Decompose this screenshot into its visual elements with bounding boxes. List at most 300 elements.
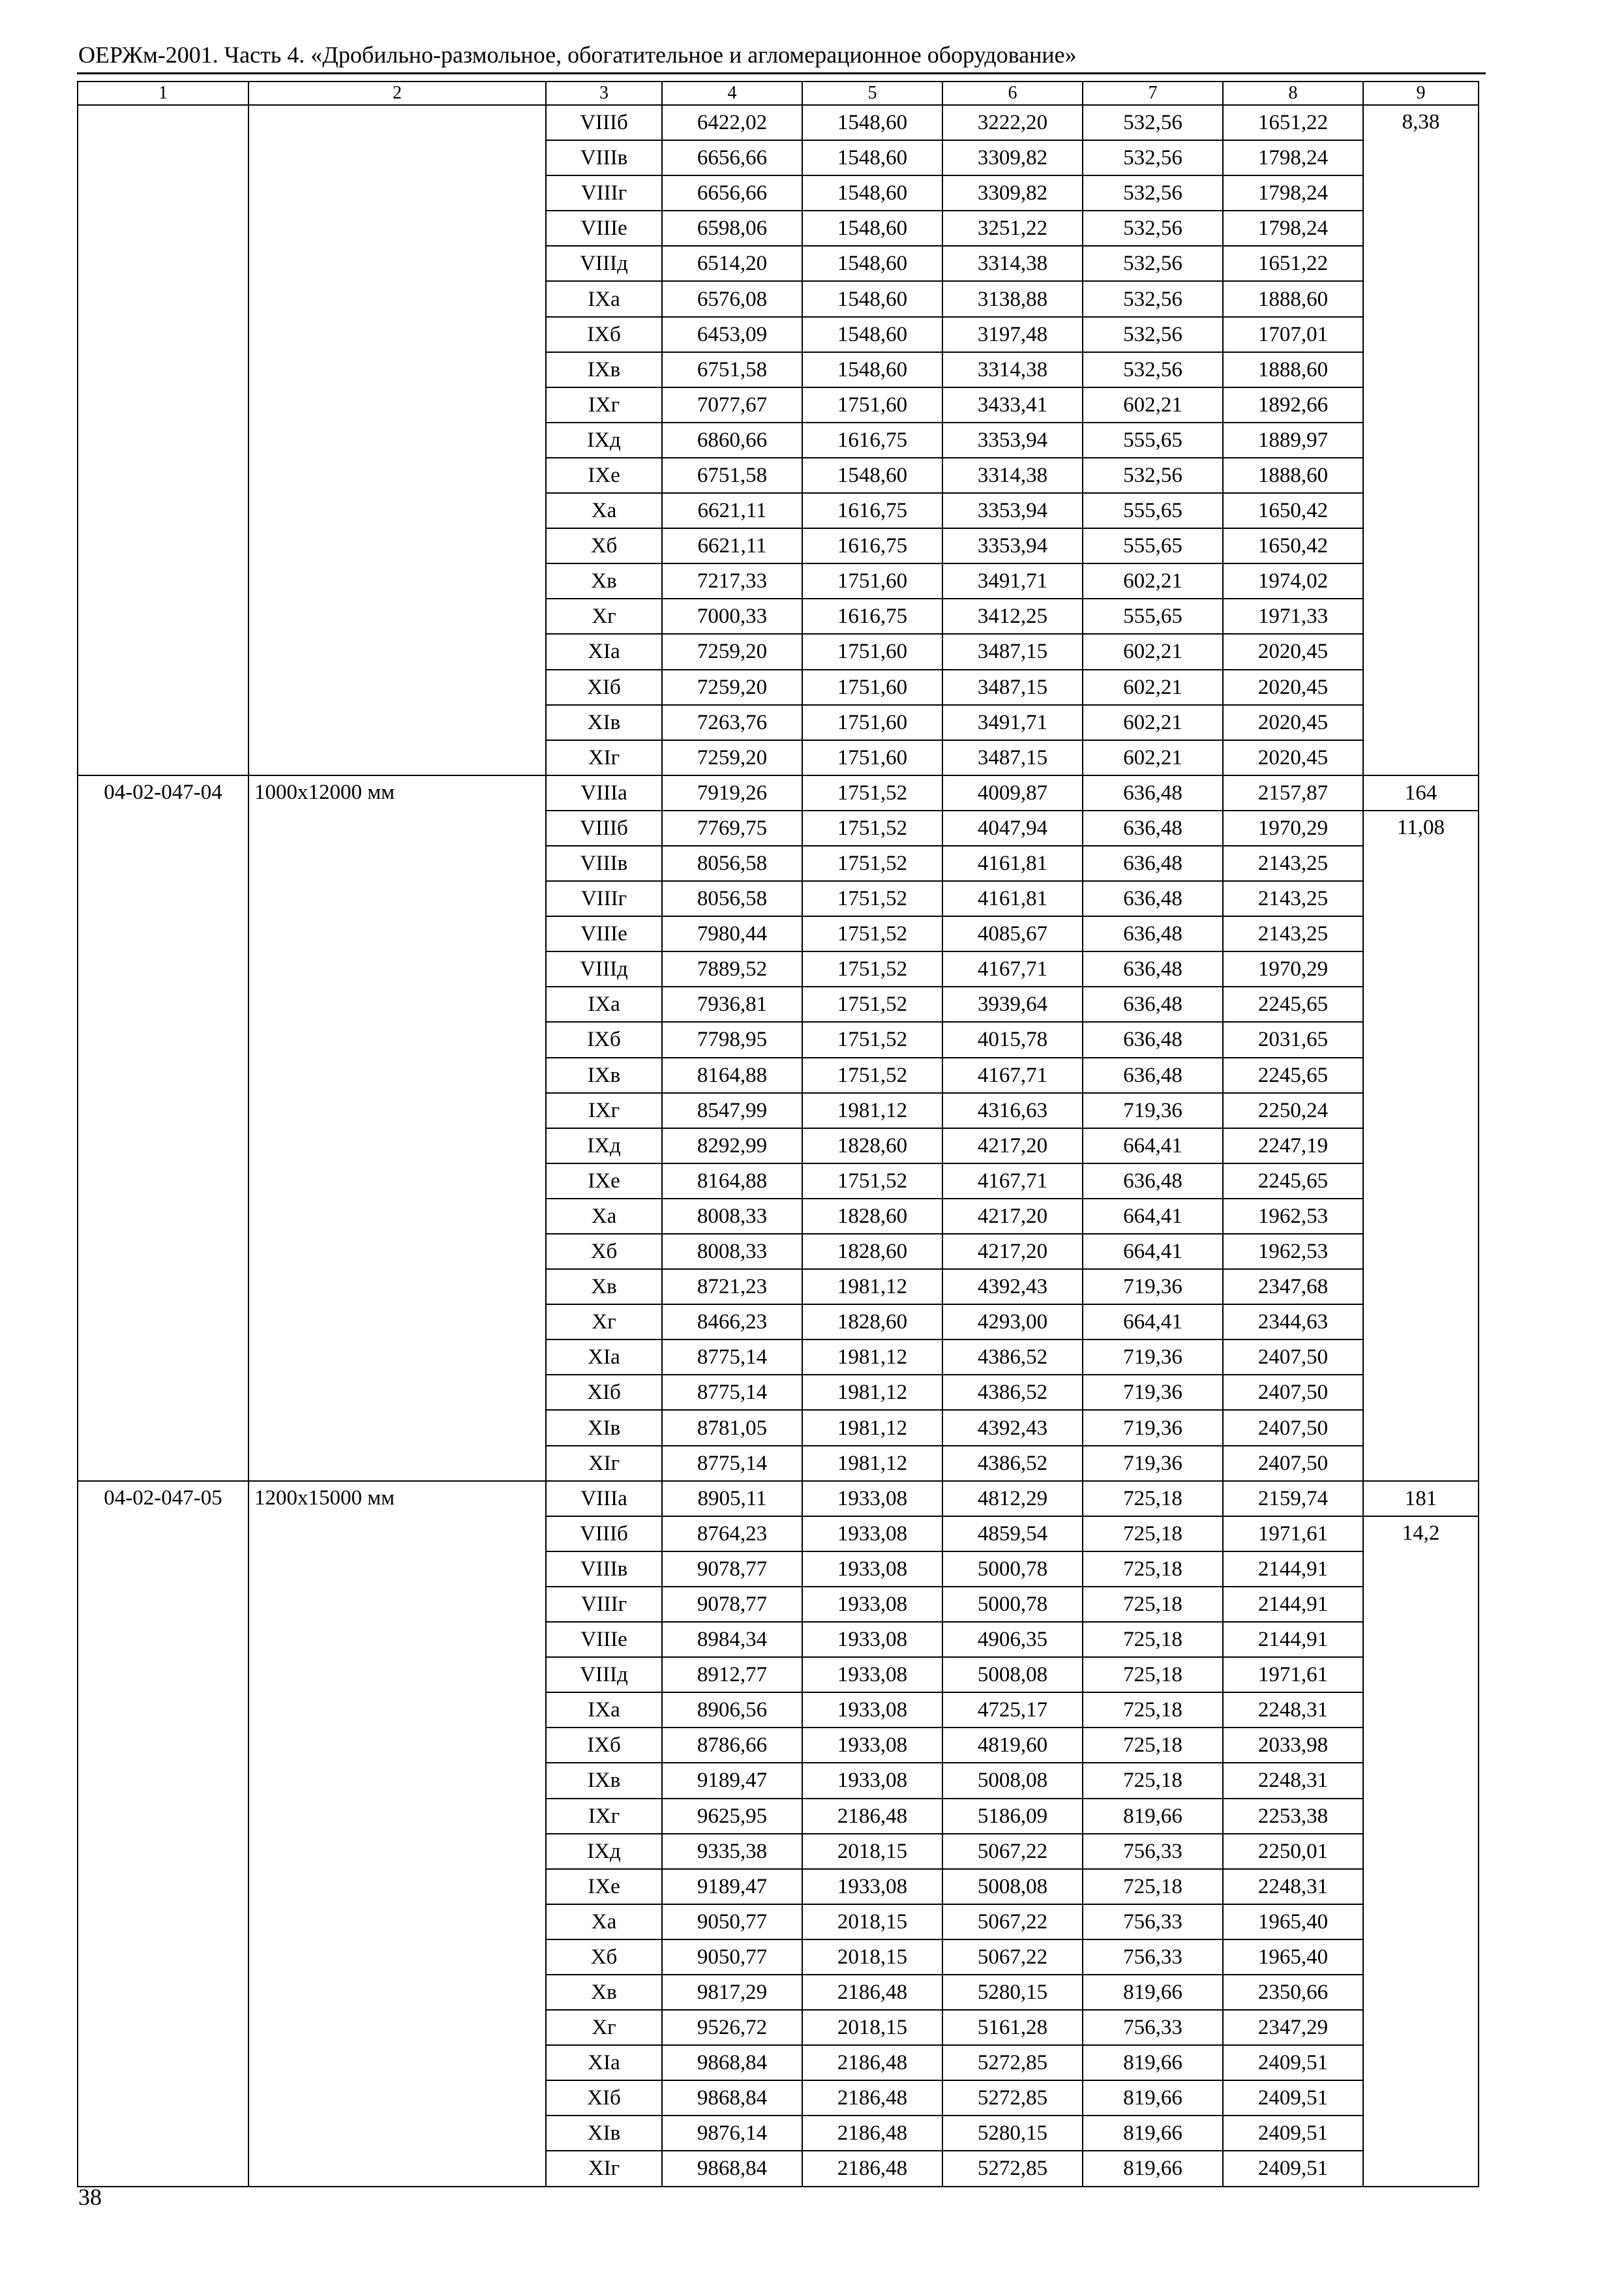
zone-code: VIIIе	[546, 211, 662, 246]
rate-value: 9876,14	[662, 2116, 802, 2151]
rate-value: 1548,60	[802, 352, 942, 387]
rate-value: 636,48	[1083, 987, 1223, 1022]
rate-value: 819,66	[1083, 2116, 1223, 2151]
rate-value: 2159,74	[1223, 1481, 1363, 1516]
rate-value: 664,41	[1083, 1234, 1223, 1269]
rate-value: 1892,66	[1223, 387, 1363, 423]
extra-value: 181	[1363, 1481, 1479, 1516]
rate-value: 8466,23	[662, 1304, 802, 1339]
zone-code: Xг	[546, 1304, 662, 1339]
rate-value: 7980,44	[662, 916, 802, 951]
rate-value: 4217,20	[942, 1234, 1083, 1269]
table-row	[78, 775, 1479, 811]
zone-code: Xб	[546, 1939, 662, 1975]
rate-value: 2248,31	[1223, 1869, 1363, 1904]
rate-value: 4217,20	[942, 1128, 1083, 1163]
zone-code: Xб	[546, 528, 662, 563]
header-rule	[77, 72, 1486, 74]
rate-value: 1889,97	[1223, 423, 1363, 458]
rate-value: 555,65	[1083, 493, 1223, 528]
rate-value: 636,48	[1083, 881, 1223, 916]
rate-value: 7000,33	[662, 599, 802, 634]
rate-value: 5272,85	[942, 2151, 1083, 2186]
rate-value: 1751,52	[802, 1022, 942, 1057]
rate-value: 1828,60	[802, 1304, 942, 1339]
rate-value: 3487,15	[942, 670, 1083, 705]
rate-value: 2031,65	[1223, 1022, 1363, 1057]
rate-value: 2245,65	[1223, 1163, 1363, 1199]
rate-value: 8008,33	[662, 1199, 802, 1234]
rate-value: 1650,42	[1223, 528, 1363, 563]
rate-value: 1888,60	[1223, 281, 1363, 316]
rate-value: 1651,22	[1223, 105, 1363, 140]
zone-code: VIIIа	[546, 775, 662, 811]
rate-value: 602,21	[1083, 705, 1223, 740]
zone-code: IXе	[546, 458, 662, 493]
rate-value: 756,33	[1083, 1939, 1223, 1975]
rate-value: 9050,77	[662, 1939, 802, 1975]
equipment-name: 1200х15000 мм	[248, 1481, 546, 2187]
rate-value: 4047,94	[942, 811, 1083, 846]
rate-value: 719,36	[1083, 1269, 1223, 1304]
rate-value: 7259,20	[662, 740, 802, 775]
rates-table	[77, 81, 1479, 2187]
rate-value: 6514,20	[662, 246, 802, 281]
rate-value: 6751,58	[662, 458, 802, 493]
rate-value: 602,21	[1083, 740, 1223, 775]
zone-code: XIа	[546, 1339, 662, 1375]
rate-value: 8984,34	[662, 1622, 802, 1657]
zone-code: XIа	[546, 2045, 662, 2080]
zone-code: XIг	[546, 1446, 662, 1481]
rate-value: 636,48	[1083, 775, 1223, 811]
rate-value: 1981,12	[802, 1375, 942, 1410]
rate-value: 1970,29	[1223, 811, 1363, 846]
rate-value: 3433,41	[942, 387, 1083, 423]
rate-value: 4392,43	[942, 1410, 1083, 1445]
rate-value: 3412,25	[942, 599, 1083, 634]
table-row	[78, 105, 1479, 140]
rate-value: 4085,67	[942, 916, 1083, 951]
column-number: 6	[942, 82, 1083, 105]
rate-value: 719,36	[1083, 1410, 1223, 1445]
zone-code: IXв	[546, 1763, 662, 1798]
rate-value: 2186,48	[802, 2080, 942, 2116]
column-number: 5	[802, 82, 942, 105]
rate-value: 1933,08	[802, 1587, 942, 1622]
zone-code: IXа	[546, 281, 662, 316]
column-number: 8	[1223, 82, 1363, 105]
zone-code: VIIIд	[546, 951, 662, 987]
zone-code: Xа	[546, 1199, 662, 1234]
rate-value: 636,48	[1083, 1058, 1223, 1093]
rate-value: 636,48	[1083, 951, 1223, 987]
rate-value: 2407,50	[1223, 1375, 1363, 1410]
rate-value: 555,65	[1083, 423, 1223, 458]
rate-value: 2018,15	[802, 1904, 942, 1939]
rate-value: 725,18	[1083, 1728, 1223, 1763]
rate-value: 1974,02	[1223, 563, 1363, 599]
zone-code: VIIIа	[546, 1481, 662, 1516]
rate-value: 9050,77	[662, 1904, 802, 1939]
rate-value: 5000,78	[942, 1551, 1083, 1587]
rate-value: 8164,88	[662, 1163, 802, 1199]
zone-code: VIIIб	[546, 105, 662, 140]
rate-value: 2186,48	[802, 2045, 942, 2080]
rate-value: 1548,60	[802, 317, 942, 352]
rate-value: 8786,66	[662, 1728, 802, 1763]
rate-value: 2409,51	[1223, 2080, 1363, 2116]
rate-value: 9868,84	[662, 2045, 802, 2080]
rate-value: 1548,60	[802, 458, 942, 493]
table-row	[78, 1481, 1479, 1516]
rate-value: 8008,33	[662, 1234, 802, 1269]
rate-value: 1828,60	[802, 1199, 942, 1234]
rate-value: 532,56	[1083, 281, 1223, 316]
zone-code: XIа	[546, 634, 662, 669]
rate-value: 1981,12	[802, 1410, 942, 1445]
rate-value: 725,18	[1083, 1869, 1223, 1904]
rate-value: 1888,60	[1223, 352, 1363, 387]
rate-value: 532,56	[1083, 352, 1223, 387]
rate-value: 725,18	[1083, 1763, 1223, 1798]
rate-value: 1548,60	[802, 175, 942, 211]
rate-value: 4906,35	[942, 1622, 1083, 1657]
column-number: 4	[662, 82, 802, 105]
rate-value: 6453,09	[662, 317, 802, 352]
rate-value: 719,36	[1083, 1375, 1223, 1410]
rate-value: 1707,01	[1223, 317, 1363, 352]
rate-value: 2018,15	[802, 1939, 942, 1975]
rate-value: 1751,52	[802, 1058, 942, 1093]
rate-value: 819,66	[1083, 1975, 1223, 2010]
rate-value: 1970,29	[1223, 951, 1363, 987]
rate-value: 1798,24	[1223, 211, 1363, 246]
rate-value: 664,41	[1083, 1304, 1223, 1339]
rate-value: 5008,08	[942, 1657, 1083, 1692]
rate-value: 5280,15	[942, 1975, 1083, 2010]
rate-value: 756,33	[1083, 1834, 1223, 1869]
rate-value: 2186,48	[802, 1799, 942, 1834]
zone-code: IXв	[546, 1058, 662, 1093]
rate-value: 2347,68	[1223, 1269, 1363, 1304]
rate-value: 2247,19	[1223, 1128, 1363, 1163]
rate-value: 8164,88	[662, 1058, 802, 1093]
rate-value: 6621,11	[662, 493, 802, 528]
rate-value: 1548,60	[802, 140, 942, 175]
rate-value: 1751,52	[802, 987, 942, 1022]
rates-table-body	[78, 82, 1479, 2187]
column-number: 1	[78, 82, 248, 105]
rate-value: 1751,60	[802, 705, 942, 740]
rate-value: 4386,52	[942, 1446, 1083, 1481]
rate-value: 8547,99	[662, 1093, 802, 1128]
rate-value: 7259,20	[662, 670, 802, 705]
rate-value: 4161,81	[942, 846, 1083, 881]
rate-value: 9868,84	[662, 2151, 802, 2186]
rate-value: 3138,88	[942, 281, 1083, 316]
column-number: 7	[1083, 82, 1223, 105]
rate-value: 725,18	[1083, 1481, 1223, 1516]
zone-code: IXб	[546, 317, 662, 352]
rate-value: 3487,15	[942, 634, 1083, 669]
rate-value: 7936,81	[662, 987, 802, 1022]
rate-value: 2248,31	[1223, 1692, 1363, 1728]
zone-code: XIв	[546, 705, 662, 740]
rate-value: 664,41	[1083, 1199, 1223, 1234]
rate-value: 602,21	[1083, 387, 1223, 423]
resource-code: 04-02-047-04	[78, 775, 248, 1481]
rate-value: 2350,66	[1223, 1975, 1363, 2010]
rate-value: 1616,75	[802, 599, 942, 634]
page-header: ОЕРЖм-2001. Часть 4. «Дробильно-размольное, обогатительное и агломерационное оборудование»	[78, 42, 1077, 68]
rate-value: 3353,94	[942, 423, 1083, 458]
rate-value: 756,33	[1083, 2010, 1223, 2045]
rate-value: 819,66	[1083, 2045, 1223, 2080]
zone-code: IXе	[546, 1869, 662, 1904]
rate-value: 1548,60	[802, 281, 942, 316]
rate-value: 4167,71	[942, 951, 1083, 987]
rate-value: 8781,05	[662, 1410, 802, 1445]
rate-value: 1933,08	[802, 1516, 942, 1551]
rate-value: 1548,60	[802, 246, 942, 281]
rate-value: 1971,33	[1223, 599, 1363, 634]
zone-code: IXг	[546, 1799, 662, 1834]
rate-value: 4167,71	[942, 1163, 1083, 1199]
rate-value: 532,56	[1083, 105, 1223, 140]
rate-value: 1962,53	[1223, 1234, 1363, 1269]
rate-value: 1798,24	[1223, 140, 1363, 175]
rate-value: 1962,53	[1223, 1199, 1363, 1234]
rate-value: 3353,94	[942, 493, 1083, 528]
rate-value: 2157,87	[1223, 775, 1363, 811]
rate-value: 7217,33	[662, 563, 802, 599]
extra-value: 164	[1363, 775, 1479, 811]
extra-value: 14,2	[1363, 1516, 1479, 2187]
zone-code: VIIIд	[546, 246, 662, 281]
zone-code: IXа	[546, 987, 662, 1022]
rate-value: 3314,38	[942, 458, 1083, 493]
rate-value: 1933,08	[802, 1728, 942, 1763]
page-number: 38	[78, 2184, 102, 2210]
rate-value: 4392,43	[942, 1269, 1083, 1304]
zone-code: IXг	[546, 387, 662, 423]
rate-value: 1933,08	[802, 1622, 942, 1657]
rate-value: 2144,91	[1223, 1587, 1363, 1622]
rate-value: 1888,60	[1223, 458, 1363, 493]
rate-value: 3491,71	[942, 563, 1083, 599]
rate-value: 5000,78	[942, 1587, 1083, 1622]
rate-value: 8775,14	[662, 1375, 802, 1410]
rate-value: 9526,72	[662, 2010, 802, 2045]
zone-code: IXд	[546, 423, 662, 458]
rate-value: 7769,75	[662, 811, 802, 846]
rate-value: 5272,85	[942, 2045, 1083, 2080]
zone-code: IXд	[546, 1128, 662, 1163]
rate-value: 1981,12	[802, 1093, 942, 1128]
rate-value: 1751,60	[802, 563, 942, 599]
rate-value: 5008,08	[942, 1869, 1083, 1904]
column-number: 2	[248, 82, 546, 105]
rate-value: 2020,45	[1223, 670, 1363, 705]
rate-value: 636,48	[1083, 1022, 1223, 1057]
rate-value: 8721,23	[662, 1269, 802, 1304]
rate-value: 1751,52	[802, 811, 942, 846]
rate-value: 532,56	[1083, 317, 1223, 352]
rate-value: 1933,08	[802, 1692, 942, 1728]
rate-value: 7263,76	[662, 705, 802, 740]
rate-value: 8775,14	[662, 1339, 802, 1375]
rate-value: 2020,45	[1223, 634, 1363, 669]
rate-value: 3487,15	[942, 740, 1083, 775]
zone-code: VIIIв	[546, 140, 662, 175]
column-number-row	[78, 82, 1479, 105]
zone-code: XIв	[546, 1410, 662, 1445]
rate-value: 9189,47	[662, 1763, 802, 1798]
column-number: 9	[1363, 82, 1479, 105]
rate-value: 1981,12	[802, 1339, 942, 1375]
rate-value: 636,48	[1083, 1163, 1223, 1199]
rate-value: 532,56	[1083, 211, 1223, 246]
rate-value: 5067,22	[942, 1834, 1083, 1869]
rate-value: 4217,20	[942, 1199, 1083, 1234]
rate-value: 555,65	[1083, 599, 1223, 634]
rate-value: 6576,08	[662, 281, 802, 316]
rate-value: 602,21	[1083, 634, 1223, 669]
rate-value: 3309,82	[942, 140, 1083, 175]
rate-value: 2253,38	[1223, 1799, 1363, 1834]
rate-value: 3222,20	[942, 105, 1083, 140]
rate-value: 2409,51	[1223, 2151, 1363, 2186]
rate-value: 2407,50	[1223, 1446, 1363, 1481]
rate-value: 5067,22	[942, 1904, 1083, 1939]
rate-value: 9817,29	[662, 1975, 802, 2010]
rate-value: 555,65	[1083, 528, 1223, 563]
rate-value: 532,56	[1083, 246, 1223, 281]
zone-code: XIг	[546, 2151, 662, 2186]
rate-value: 1616,75	[802, 423, 942, 458]
rate-value: 5272,85	[942, 2080, 1083, 2116]
resource-code	[78, 105, 248, 775]
rate-value: 725,18	[1083, 1622, 1223, 1657]
rate-value: 9868,84	[662, 2080, 802, 2116]
rate-value: 2248,31	[1223, 1763, 1363, 1798]
zone-code: VIIIе	[546, 916, 662, 951]
rate-value: 2018,15	[802, 1834, 942, 1869]
zone-code: IXд	[546, 1834, 662, 1869]
rate-value: 4859,54	[942, 1516, 1083, 1551]
rate-value: 6621,11	[662, 528, 802, 563]
rate-value: 8905,11	[662, 1481, 802, 1516]
rate-value: 1751,60	[802, 634, 942, 669]
rate-value: 9625,95	[662, 1799, 802, 1834]
zone-code: VIIIг	[546, 881, 662, 916]
rate-value: 725,18	[1083, 1551, 1223, 1587]
zone-code: VIIIв	[546, 1551, 662, 1587]
rate-value: 4316,63	[942, 1093, 1083, 1128]
rate-value: 532,56	[1083, 140, 1223, 175]
rate-value: 2407,50	[1223, 1339, 1363, 1375]
rate-value: 2250,01	[1223, 1834, 1363, 1869]
rate-value: 636,48	[1083, 846, 1223, 881]
rate-value: 2245,65	[1223, 987, 1363, 1022]
rate-value: 2409,51	[1223, 2116, 1363, 2151]
rate-value: 8764,23	[662, 1516, 802, 1551]
rate-value: 2144,91	[1223, 1622, 1363, 1657]
rate-value: 1616,75	[802, 528, 942, 563]
rate-value: 1981,12	[802, 1269, 942, 1304]
zone-code: Xа	[546, 1904, 662, 1939]
rate-value: 1971,61	[1223, 1516, 1363, 1551]
rate-value: 1828,60	[802, 1234, 942, 1269]
zone-code: IXа	[546, 1692, 662, 1728]
rate-value: 5280,15	[942, 2116, 1083, 2151]
rate-value: 3314,38	[942, 246, 1083, 281]
rate-value: 3353,94	[942, 528, 1083, 563]
rate-value: 1933,08	[802, 1551, 942, 1587]
zone-code: VIIIв	[546, 846, 662, 881]
rate-value: 4167,71	[942, 1058, 1083, 1093]
column-number: 3	[546, 82, 662, 105]
zone-code: Xв	[546, 1269, 662, 1304]
rate-value: 7798,95	[662, 1022, 802, 1057]
rate-value: 2144,91	[1223, 1551, 1363, 1587]
rate-value: 602,21	[1083, 563, 1223, 599]
rate-value: 6860,66	[662, 423, 802, 458]
zone-code: IXб	[546, 1022, 662, 1057]
rate-value: 719,36	[1083, 1093, 1223, 1128]
rate-value: 2033,98	[1223, 1728, 1363, 1763]
zone-code: VIIIе	[546, 1622, 662, 1657]
rate-value: 1548,60	[802, 211, 942, 246]
rate-value: 719,36	[1083, 1339, 1223, 1375]
rate-value: 3309,82	[942, 175, 1083, 211]
rate-value: 2407,50	[1223, 1410, 1363, 1445]
rate-value: 4015,78	[942, 1022, 1083, 1057]
zone-code: VIIIд	[546, 1657, 662, 1692]
rate-value: 8912,77	[662, 1657, 802, 1692]
zone-code: XIб	[546, 670, 662, 705]
equipment-name: 1000х12000 мм	[248, 775, 546, 1481]
zone-code: Xв	[546, 1975, 662, 2010]
rate-value: 8056,58	[662, 881, 802, 916]
rate-value: 2347,29	[1223, 2010, 1363, 2045]
zone-code: Xг	[546, 2010, 662, 2045]
rate-value: 4161,81	[942, 881, 1083, 916]
rate-value: 532,56	[1083, 175, 1223, 211]
rate-value: 6656,66	[662, 175, 802, 211]
rate-value: 819,66	[1083, 2151, 1223, 2186]
rate-value: 725,18	[1083, 1657, 1223, 1692]
rate-value: 2250,24	[1223, 1093, 1363, 1128]
rate-value: 8292,99	[662, 1128, 802, 1163]
rate-value: 1933,08	[802, 1763, 942, 1798]
rate-value: 3491,71	[942, 705, 1083, 740]
equipment-name	[248, 105, 546, 775]
rate-value: 2020,45	[1223, 705, 1363, 740]
rate-value: 1751,60	[802, 740, 942, 775]
rate-value: 636,48	[1083, 916, 1223, 951]
zone-code: Xг	[546, 599, 662, 634]
rate-value: 4386,52	[942, 1375, 1083, 1410]
rate-value: 9335,38	[662, 1834, 802, 1869]
rate-value: 7889,52	[662, 951, 802, 987]
rate-value: 1933,08	[802, 1657, 942, 1692]
rate-value: 1751,60	[802, 387, 942, 423]
zone-code: IXг	[546, 1093, 662, 1128]
rate-value: 819,66	[1083, 1799, 1223, 1834]
zone-code: XIб	[546, 1375, 662, 1410]
